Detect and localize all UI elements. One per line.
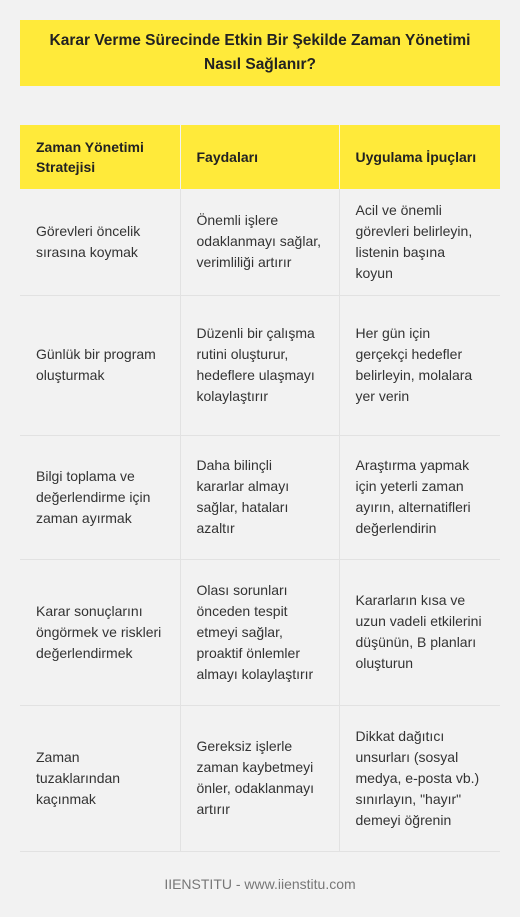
header-benefits: Faydaları xyxy=(180,125,339,189)
strategy-table xyxy=(20,125,500,852)
cell-benefits: Gereksiz işlerle zaman kaybetmeyi önler, odaklanmayı artırır xyxy=(180,705,339,851)
cell-tips: Dikkat dağıtıcı unsurları (sosyal medya, e-posta vb.) sınırlayın, "hayır" demeyi öğrenin xyxy=(339,705,500,851)
cell-benefits: Olası sorunları önceden tespit etmeyi sağlar, proaktif önlemler almayı kolaylaştırır xyxy=(180,559,339,705)
cell-tips: Her gün için gerçekçi hedefler belirleyin, molalara yer verin xyxy=(339,295,500,435)
cell-strategy: Görevleri öncelik sırasına koymak xyxy=(20,189,180,295)
table-header-row xyxy=(20,125,500,189)
cell-tips: Kararların kısa ve uzun vadeli etkilerini düşünün, B planları oluşturun xyxy=(339,559,500,705)
title-banner xyxy=(20,20,500,86)
header-strategy: Zaman Yönetimi Stratejisi xyxy=(20,125,180,189)
cell-benefits: Daha bilinçli kararlar almayı sağlar, hataları azaltır xyxy=(180,435,339,559)
cell-benefits: Önemli işlere odaklanmayı sağlar, verimliliği artırır xyxy=(180,189,339,295)
cell-tips: Acil ve önemli görevleri belirleyin, listenin başına koyun xyxy=(339,189,500,295)
footer-credit: IIENSTITU - www.iienstitu.com xyxy=(164,876,356,892)
cell-strategy: Karar sonuçlarını öngörmek ve riskleri değerlendirmek xyxy=(20,559,180,705)
table-row xyxy=(20,559,500,705)
header-tips: Uygulama İpuçları xyxy=(339,125,500,189)
cell-strategy: Bilgi toplama ve değerlendirme için zaman ayırmak xyxy=(20,435,180,559)
table-row xyxy=(20,705,500,851)
table-row xyxy=(20,295,500,435)
cell-strategy: Günlük bir program oluşturmak xyxy=(20,295,180,435)
cell-benefits: Düzenli bir çalışma rutini oluşturur, hedeflere ulaşmayı kolaylaştırır xyxy=(180,295,339,435)
table-row xyxy=(20,189,500,295)
page-title: Karar Verme Sürecinde Etkin Bir Şekilde Zaman Yönetimi Nasıl Sağlanır? xyxy=(49,32,471,73)
cell-tips: Araştırma yapmak için yeterli zaman ayırın, alternatifleri değerlendirin xyxy=(339,435,500,559)
table-row xyxy=(20,435,500,559)
cell-strategy: Zaman tuzaklarından kaçınmak xyxy=(20,705,180,851)
